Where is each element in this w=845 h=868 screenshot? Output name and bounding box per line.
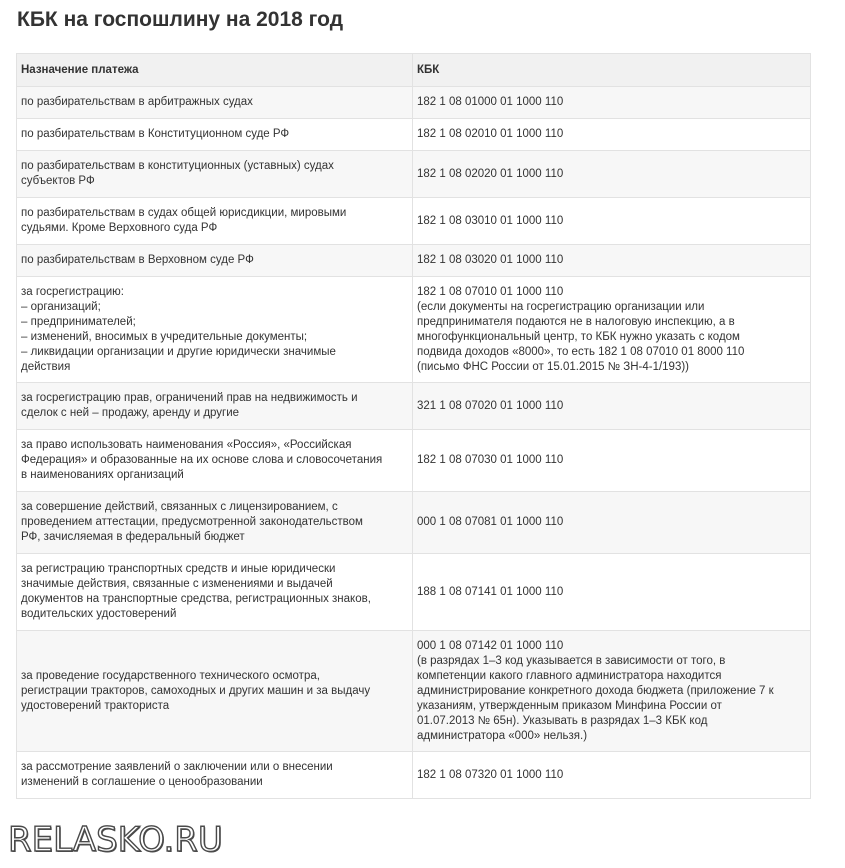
column-header-kbk: КБК <box>413 54 811 87</box>
cell-text <box>21 95 408 110</box>
cell-text <box>417 95 806 110</box>
purpose-cell <box>17 151 413 198</box>
cell-text-line: за госрегистрацию прав, ограничений прав на недвижимость и <box>21 392 358 404</box>
table-row <box>17 151 811 198</box>
cell-text-line: – организаций; <box>21 300 101 313</box>
purpose-cell <box>17 492 413 554</box>
site-watermark: RELASKO.RU <box>8 820 223 860</box>
cell-text-line: 000 1 08 07081 01 1000 110 <box>417 516 564 528</box>
cell-text-line: за рассмотрение заявлений о заключении или о внесении <box>21 761 333 773</box>
cell-text-line: водительских удостоверений <box>21 608 177 620</box>
cell-text-line: 182 1 08 07030 01 1000 110 <box>417 454 564 466</box>
cell-text <box>417 768 806 783</box>
cell-text <box>417 285 806 375</box>
cell-text-line: по разбирательствам в арбитражных судах <box>21 96 253 108</box>
cell-text <box>417 515 806 530</box>
table-row <box>17 277 811 383</box>
table-row <box>17 383 811 430</box>
cell-text-line: проведением аттестации, предусмотренной законодательством <box>21 516 363 528</box>
cell-text-line: за право использовать наименования «Россия», «Российская <box>21 439 352 451</box>
cell-text-line: 182 1 08 02010 01 1000 110 <box>417 128 564 140</box>
kbk-code-cell <box>413 119 811 151</box>
table-row <box>17 430 811 492</box>
purpose-cell <box>17 87 413 119</box>
kbk-code-cell <box>413 631 811 752</box>
table-row <box>17 492 811 554</box>
cell-text <box>417 127 806 142</box>
cell-text-line: администрирование конкретного дохода бюджета (приложение 7 к <box>417 684 774 697</box>
cell-text <box>417 253 806 268</box>
page-title: КБК на госпошлину на 2018 год <box>17 8 344 31</box>
purpose-cell <box>17 631 413 752</box>
purpose-cell <box>17 198 413 245</box>
kbk-code-cell <box>413 151 811 198</box>
cell-text-line: сделок с ней – продажу, аренду и другие <box>21 407 240 419</box>
cell-text-line: за проведение государственного технического осмотра, <box>21 669 320 682</box>
cell-text-line: предпринимателя подаются не в налоговую инспекцию, а в <box>417 315 735 328</box>
table-body <box>17 87 811 799</box>
cell-text-line: компетенции какого главного администратора находится <box>417 669 722 682</box>
cell-text-line: за совершение действий, связанных с лицензированием, с <box>21 501 338 513</box>
cell-text-line: 321 1 08 07020 01 1000 110 <box>417 399 564 412</box>
cell-text-line: документов на транспортные средства, регистрационных знаков, <box>21 593 371 605</box>
table-row <box>17 752 811 799</box>
kbk-code-cell <box>413 87 811 119</box>
cell-text <box>21 760 408 790</box>
cell-text-line: 182 1 08 07010 01 1000 110 <box>417 285 564 298</box>
cell-text <box>21 206 408 236</box>
cell-text-line: в наименованиях организаций <box>21 469 184 481</box>
cell-text-line: субъектов РФ <box>21 175 95 187</box>
purpose-cell <box>17 119 413 151</box>
kbk-code-cell <box>413 752 811 799</box>
cell-text-line: по разбирательствам в Конституционном суде РФ <box>21 128 290 140</box>
cell-text-line: (в разрядах 1–3 код указывается в зависимости от того, в <box>417 654 726 667</box>
table-header-row <box>17 54 811 87</box>
table-row <box>17 198 811 245</box>
cell-text-line: (письмо ФНС России от 15.01.2015 № ЗН-4-1/193)) <box>417 360 690 373</box>
cell-text <box>21 500 408 545</box>
cell-text <box>417 167 806 182</box>
kbk-table <box>16 53 811 799</box>
cell-text-line: по разбирательствам в конституционных (уставных) судах <box>21 160 334 172</box>
cell-text-line: 182 1 08 01000 01 1000 110 <box>417 96 564 108</box>
kbk-code-cell <box>413 383 811 430</box>
cell-text-line: Федерация» и образованные на их основе слова и словосочетания <box>21 454 383 466</box>
cell-text <box>21 391 408 421</box>
kbk-code-cell <box>413 198 811 245</box>
cell-text <box>21 669 408 714</box>
cell-text-line: – предпринимателей; <box>21 315 136 328</box>
table-row <box>17 87 811 119</box>
cell-text <box>417 399 806 414</box>
cell-text-line: 000 1 08 07142 01 1000 110 <box>417 639 564 652</box>
cell-text-line: 01.07.2013 № 65н). Указывать в разрядах 1–3 КБК код <box>417 714 708 727</box>
cell-text-line: РФ, зачисляемая в федеральный бюджет <box>21 531 245 543</box>
cell-text-line: – изменений, вносимых в учредительные документы; <box>21 330 308 343</box>
cell-text-line: указаниям, утвержденным приказом Минфина России от <box>417 699 722 712</box>
cell-text-line: 182 1 08 07320 01 1000 110 <box>417 768 564 781</box>
table-row <box>17 119 811 151</box>
table-row <box>17 631 811 752</box>
column-header-purpose: Назначение платежа <box>17 54 413 87</box>
cell-text <box>417 585 806 600</box>
table-row <box>17 554 811 631</box>
cell-text-line: 188 1 08 07141 01 1000 110 <box>417 585 564 598</box>
cell-text-line: подвида доходов «8000», то есть 182 1 08 07010 01 8000 110 <box>417 345 745 358</box>
cell-text-line: за регистрацию транспортных средств и иные юридически <box>21 563 336 575</box>
table-row <box>17 245 811 277</box>
kbk-code-cell <box>413 245 811 277</box>
cell-text-line: администратора «000» нельзя.) <box>417 729 588 742</box>
cell-text-line: изменений в соглашение о ценообразовании <box>21 776 263 788</box>
kbk-code-cell <box>413 277 811 383</box>
cell-text-line: 182 1 08 03010 01 1000 110 <box>417 214 564 227</box>
cell-text <box>21 438 408 483</box>
purpose-cell <box>17 383 413 430</box>
cell-text-line: значимые действия, связанные с изменениями и выдачей <box>21 578 333 590</box>
purpose-cell <box>17 245 413 277</box>
purpose-cell <box>17 277 413 383</box>
cell-text-line: 182 1 08 02020 01 1000 110 <box>417 167 564 180</box>
purpose-cell <box>17 752 413 799</box>
cell-text <box>21 127 408 142</box>
cell-text <box>417 639 806 744</box>
cell-text-line: многофункциональный центр, то КБК нужно указать с кодом <box>417 330 740 343</box>
cell-text <box>417 453 806 468</box>
purpose-cell <box>17 430 413 492</box>
cell-text <box>21 253 408 268</box>
cell-text-line: по разбирательствам в Верховном суде РФ <box>21 254 254 266</box>
cell-text-line: 182 1 08 03020 01 1000 110 <box>417 254 564 266</box>
cell-text <box>417 214 806 229</box>
kbk-code-cell <box>413 492 811 554</box>
cell-text-line: регистрации тракторов, самоходных и других машин и за выдачу <box>21 684 371 697</box>
kbk-code-cell <box>413 430 811 492</box>
cell-text-line: действия <box>21 360 71 373</box>
cell-text-line: за госрегистрацию: <box>21 285 125 298</box>
cell-text-line: удостоверений тракториста <box>21 699 170 712</box>
cell-text-line: (если документы на госрегистрацию организации или <box>417 300 705 313</box>
cell-text-line: по разбирательствам в судах общей юрисдикции, мировыми <box>21 207 347 219</box>
cell-text-line: – ликвидации организации и другие юридически значимые <box>21 345 336 358</box>
kbk-code-cell <box>413 554 811 631</box>
cell-text <box>21 159 408 189</box>
cell-text-line: судьями. Кроме Верховного суда РФ <box>21 222 218 234</box>
cell-text <box>21 285 408 375</box>
purpose-cell <box>17 554 413 631</box>
cell-text <box>21 562 408 622</box>
